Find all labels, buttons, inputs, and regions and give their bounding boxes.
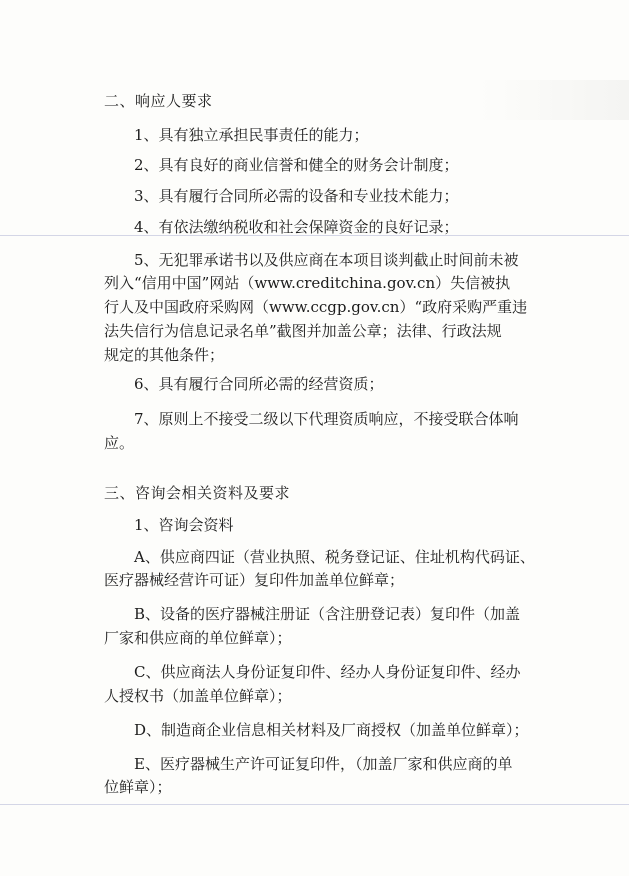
requirement-item-continued: 法失信行为信息记录名单”截图并加盖公章；法律、行政法规 <box>104 322 502 340</box>
requirement-item: 4、有依法缴纳税收和社会保障资金的良好记录； <box>134 218 459 236</box>
material-item: A、供应商四证（营业执照、税务登记证、住址机构代码证、 <box>134 548 535 566</box>
material-item-continued: 厂家和供应商的单位鲜章）； <box>104 629 292 647</box>
section-2-title: 二、响应人要求 <box>104 92 213 110</box>
requirement-item-continued: 列入“信用中国”网站（www.creditchina.gov.cn）失信被执 <box>104 274 511 292</box>
material-item: E、医疗器械生产许可证复印件，（加盖厂家和供应商的单 <box>134 755 513 773</box>
material-item-continued: 人授权书（加盖单位鲜章）； <box>104 687 292 705</box>
scan-line <box>0 804 629 805</box>
scan-smudge <box>479 80 629 120</box>
requirement-item-continued: 应。 <box>104 434 135 452</box>
requirement-item: 2、具有良好的商业信誉和健全的财务会计制度； <box>134 156 459 174</box>
material-item: D、制造商企业信息相关材料及厂商授权（加盖单位鲜章）； <box>134 721 529 739</box>
material-item-continued: 位鲜章）； <box>104 778 172 796</box>
requirement-item: 7、原则上不接受二级以下代理资质响应，不接受联合体响 <box>134 410 519 428</box>
material-item-continued: 医疗器械经营许可证）复印件加盖单位鲜章； <box>104 571 405 589</box>
requirement-item: 6、具有履行合同所必需的经营资质； <box>134 375 384 393</box>
requirement-item: 3、具有履行合同所必需的设备和专业技术能力； <box>134 187 459 205</box>
requirement-item: 1、具有独立承担民事责任的能力； <box>134 126 369 144</box>
material-item: C、供应商法人身份证复印件、经办人身份证复印件、经办 <box>134 663 521 681</box>
section-3-subtitle: 1、咨询会资料 <box>134 516 234 534</box>
material-item: B、设备的医疗器械注册证（含注册登记表）复印件（加盖 <box>134 605 521 623</box>
requirement-item: 5、无犯罪承诺书以及供应商在本项目谈判截止时间前未被 <box>134 251 519 269</box>
requirement-item-continued: 行人及中国政府采购网（www.ccgp.gov.cn）“政府采购严重违 <box>104 298 528 316</box>
section-3-title: 三、咨询会相关资料及要求 <box>104 484 291 502</box>
requirement-item-continued: 规定的其他条件； <box>104 346 225 364</box>
